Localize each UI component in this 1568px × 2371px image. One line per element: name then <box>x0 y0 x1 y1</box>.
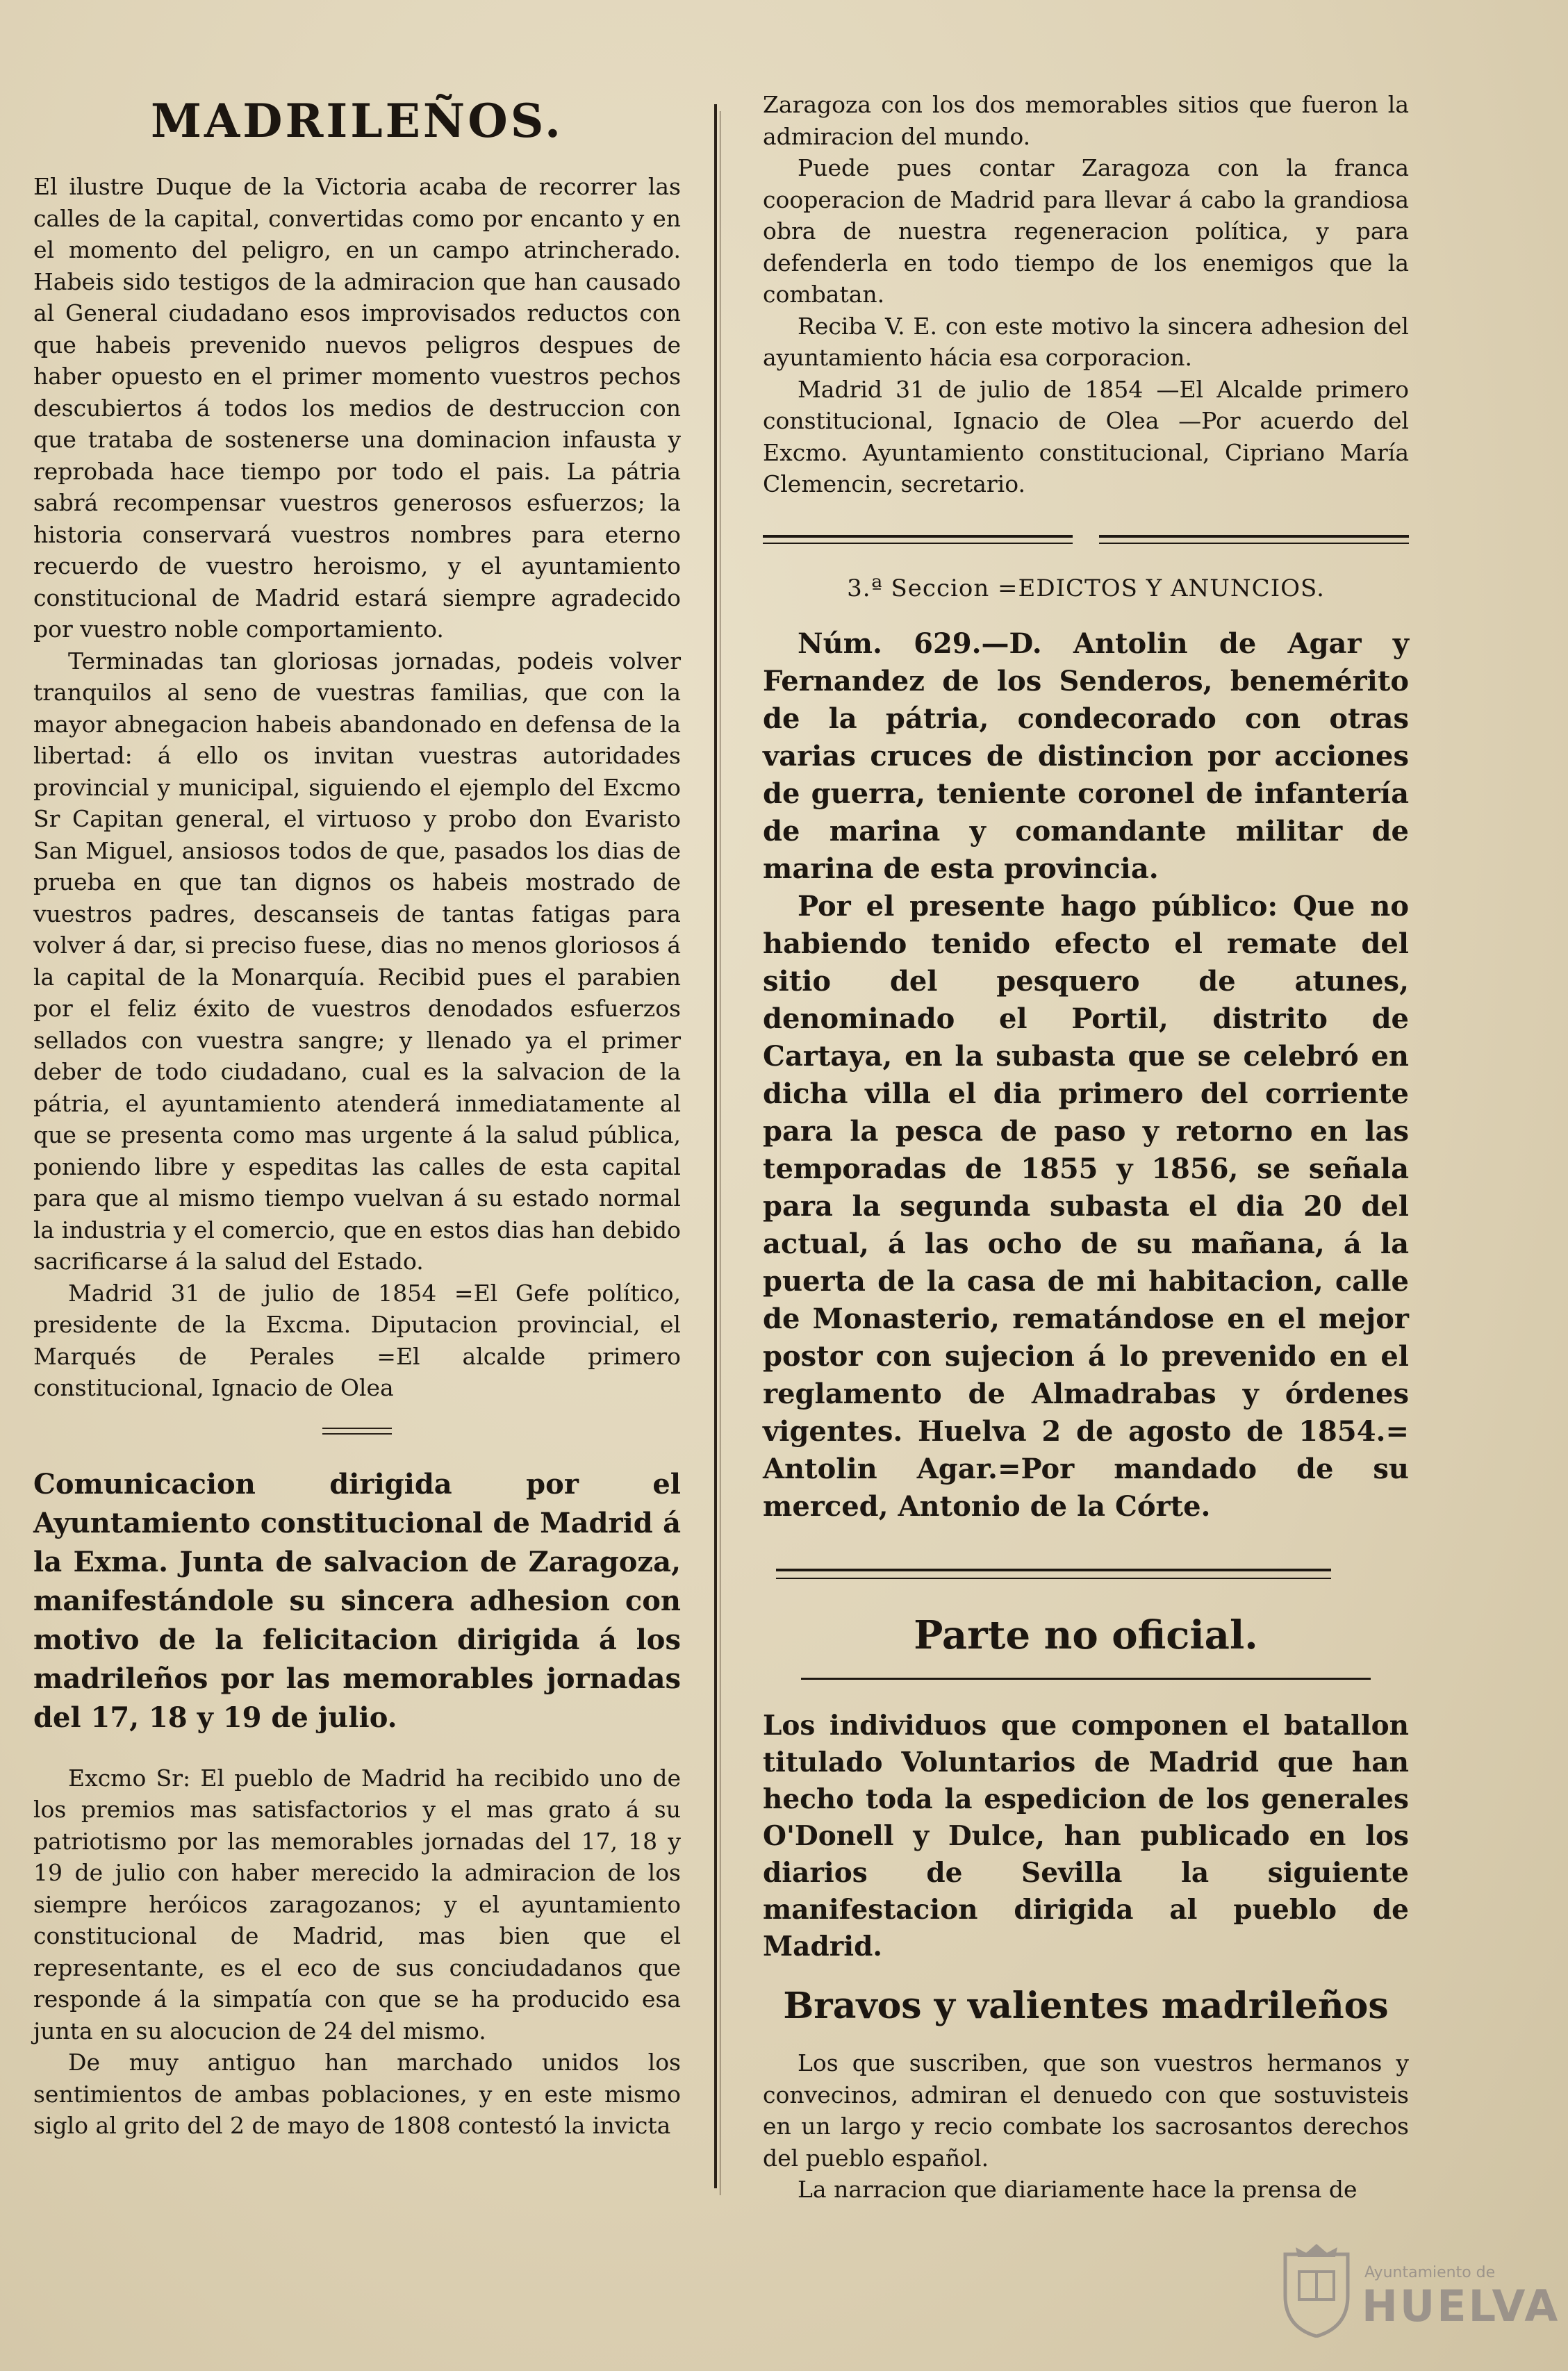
paragraph: El ilustre Duque de la Victoria acaba de recorrer las calles de la capital, convertidas como por encanto y en el momento del peligro, en un campo atrincherado. Habeis sido testigos de la admiracion que han causado al General ciudadano esos improvisados reductos con que habeis prevenido nuevos peligros despues de haber opuesto en el primer momento vuestros pechos descubiertos á todos los medios de destruccion con que trataba de sostenerse una dominacion infausta y reprobada hace tiempo por todo el pais. La pátria sabrá recompensar vuestros generosos esfuerzos; la historia conservará vuestros nombres para eterno recuerdo de vuestro heroismo, y el ayuntamiento constitucional de Madrid estará siempre agradecido por vuestro noble comportamiento. <box>33 173 681 643</box>
paragraph: De muy antiguo han marchado unidos los sentimientos de ambas poblaciones, y en este mismo siglo al grito del 2 de mayo de 1808 contestó la invicta <box>33 2049 681 2139</box>
paragraph: La narracion que diariamente hace la prensa de <box>798 2176 1357 2203</box>
section-rule <box>763 535 1409 541</box>
library-stamp <box>1278 2240 1560 2345</box>
article-heading: Comunicacion dirigida por el Ayuntamiento constitucional de Madrid á la Exma. Junta de salvacion de Zaragoza, manifestándole su sincera adhesion con motivo de la felicitacion dirigida á los madrileños por las memorables jornadas del 17, 18 y 19 de julio. <box>33 1467 681 1734</box>
left-column <box>33 83 681 2142</box>
stamp-caption: Ayuntamiento de <box>1364 2264 1496 2281</box>
column-divider <box>714 104 717 2188</box>
edict-paragraph: Por el presente hago público: Que no habiendo tenido efecto el remate del sitio del pesquero de atunes, denominado el Portil, distrito de Cartaya, en la subasta que se celebró en dicha villa el dia primero del corriente para la pesca de paso y retorno en las temporadas de 1855 y 1856, se señala para la segunda subasta el dia 20 del actual, á las ocho de su mañana, á la puerta de la casa de mi habitacion, calle de Monasterio, rematándose en el mejor postor con sujecion á lo prevenido en el reglamento de Almadrabas y órdenes vigentes. Huelva 2 de agosto de 1854.= Antolin Agar.=Por mandado de su merced, Antonio de la Córte. <box>763 890 1409 1523</box>
paragraph: Reciba V. E. con este motivo la sincera adhesion del ayuntamiento hácia esa corporacion. <box>763 312 1409 371</box>
section-rule <box>776 1569 1332 1579</box>
section-title: 3.ª Seccion =EDICTOS Y ANUNCIOS. <box>847 574 1325 602</box>
separator <box>801 1678 1371 1680</box>
notice-block <box>763 1708 1409 1965</box>
section-heading: Parte no oficial. <box>914 1612 1258 1658</box>
right-column <box>763 89 1409 2206</box>
notice-paragraph: Los individuos que componen el batallon titulado Voluntarios de Madrid que han hecho toda la espedicion de los generales O'Donell y Dulce, han publicado en los diarios de Sevilla la siguiente manifestacion dirigida al pueblo de Madrid. <box>763 1710 1409 1963</box>
edict-paragraph: Núm. 629.—D. Antolin de Agar y Fernandez de los Senderos, benemérito de la pátria, condecorado con otras varias cruces de distincion por acciones de guerra, teniente coronel de infantería de marina y comandante militar de marina de esta provincia. <box>763 627 1409 885</box>
signature-paragraph: Madrid 31 de julio de 1854 =El Gefe político, presidente de la Excma. Diputacion provincial, el Marqués de Perales =El alcalde primero constitucional, Ignacio de Olea <box>33 1279 681 1401</box>
edict-block <box>763 625 1409 1526</box>
paragraph: Los que suscriben, que son vuestros hermanos y convecinos, admiran el denuedo con que sostuvisteis en un largo y recio combate los sacrosantos derechos del pueblo español. <box>763 2049 1409 2172</box>
article-heading: Bravos y valientes madrileños <box>783 1985 1389 2027</box>
separator <box>322 1428 392 1435</box>
paragraph: Zaragoza con los dos memorables sitios que fueron la admiracion del mundo. <box>763 91 1409 150</box>
paragraph: Excmo Sr: El pueblo de Madrid ha recibido uno de los premios mas satisfactorios y el mas grato á su patriotismo por las memorables jornadas del 17, 18 y 19 de julio con haber merecido la admiracion de los siempre heróicos zaragozanos; y el ayuntamiento constitucional de Madrid, mas bien que el representante, es el eco de sus conciudadanos que responde á la simpatía con que se ha producido esa junta en su alocucion de 24 del mismo. <box>33 1764 681 2044</box>
paragraph: Puede pues contar Zaragoza con la franca cooperacion de Madrid para llevar á cabo la grandiosa obra de nuestra regeneracion política, y para defenderla en todo tiempo de los enemigos que la combatan. <box>763 154 1409 308</box>
stamp-text: HUELVA <box>1362 2281 1560 2331</box>
masthead-title: MADRILEÑOS. <box>150 94 564 148</box>
paragraph: Terminadas tan gloriosas jornadas, podeis volver tranquilos al seno de vuestras familias, que con la mayor abnegacion habeis abandonado en defensa de la libertad: á ello os invitan vuestras autoridades provincial y municipal, siguiendo el ejemplo del Excmo Sr Capitan general, el virtuoso y probo don Evaristo San Miguel, ansiosos todos de que, pasados los dias de prueba en que tan dignos os habeis mostrado de vuestros padres, descanseis de tantas fatigas para volver á dar, si preciso fuese, dias no menos gloriosos á la capital de la Monarquía. Recibid pues el parabien por el feliz éxito de vuestros denodados esfuerzos sellados con vuestra sangre; y llenado ya el primer deber de todo ciudadano, cual es la salvacion de la pátria, el ayuntamiento atenderá inmediatamente al que se presenta como mas urgente á la salud pública, poniendo libre y espeditas las calles de esta capital para que al mismo tiempo vuelvan á su estado normal la industria y el comercio, que en estos dias han debido sacrificarse á la salud del Estado. <box>33 647 681 1275</box>
crest-icon <box>1278 2240 1355 2338</box>
signature-paragraph: Madrid 31 de julio de 1854 —El Alcalde primero constitucional, Ignacio de Olea —Por acuerdo del Excmo. Ayuntamiento constitucional, Cipriano María Clemencin, secretario. <box>763 375 1409 497</box>
